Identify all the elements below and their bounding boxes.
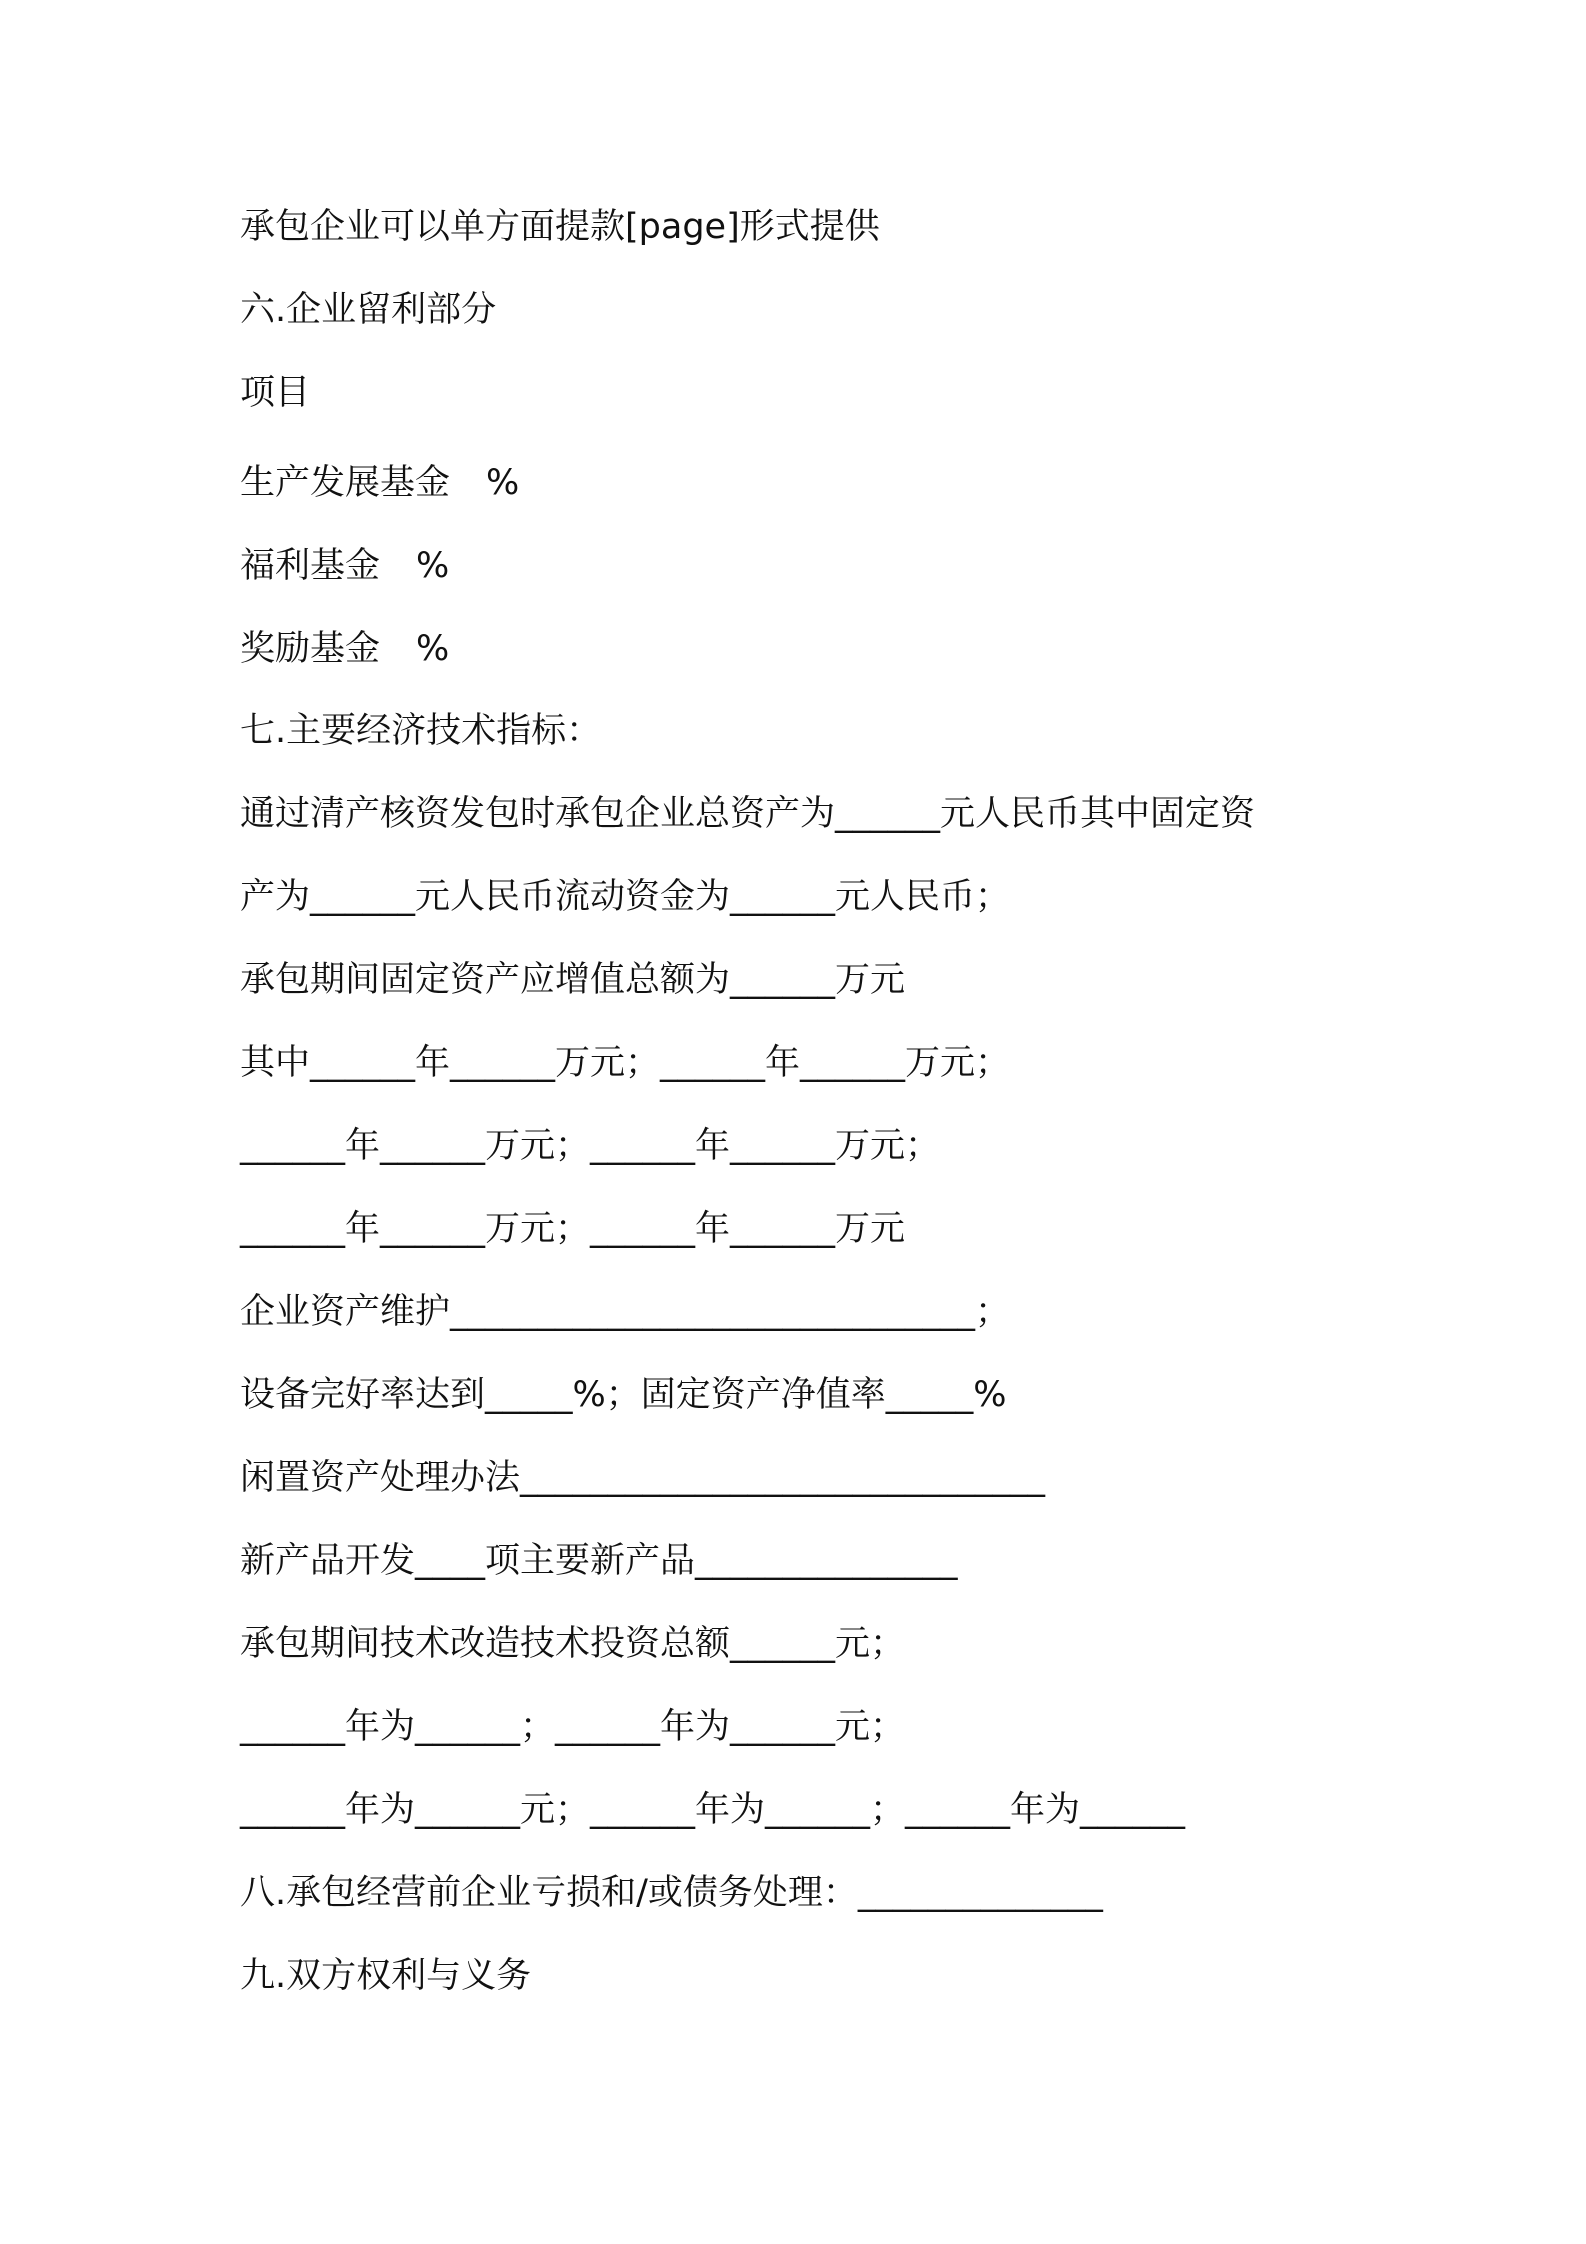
doc-line-18: 承包期间技术改造技术投资总额______元； <box>240 1624 906 1664</box>
doc-line-15: 设备完好率达到_____%；固定资产净值率_____% <box>240 1375 1007 1415</box>
doc-line-16: 闲置资产处理办法______________________________ <box>240 1458 1046 1498</box>
fund-production-label: 生产发展基金 <box>240 463 451 503</box>
doc-line-11: 其中______年______万元；______年______万元； <box>240 1043 1011 1083</box>
doc-line-14: 企业资产维护______________________________； <box>240 1292 1011 1332</box>
fund-welfare-row <box>240 541 449 591</box>
doc-line-8: 通过清产核资发包时承包企业总资产为______元人民币其中固定资 <box>240 794 1256 834</box>
fund-welfare-percent: % <box>416 546 450 586</box>
doc-line-12: ______年______万元；______年______万元； <box>240 1126 941 1166</box>
fund-welfare-label: 福利基金 <box>240 546 381 586</box>
doc-line-20: ______年为______元；______年为______；______年为______ <box>240 1790 1186 1830</box>
doc-line-item-header: 项目 <box>240 373 311 413</box>
doc-line-17: 新产品开发____项主要新产品_______________ <box>240 1541 958 1581</box>
doc-line-10: 承包期间固定资产应增值总额为______万元 <box>240 960 906 1000</box>
section-8-heading: 八.承包经营前企业亏损和/或债务处理：______________ <box>240 1873 1103 1913</box>
doc-line-13: ______年______万元；______年______万元 <box>240 1209 906 1249</box>
fund-production-row <box>240 458 519 508</box>
fund-reward-label: 奖励基金 <box>240 629 381 669</box>
section-9-heading: 九.双方权利与义务 <box>240 1956 532 1996</box>
section-6-heading: 六.企业留利部分 <box>240 290 497 330</box>
doc-line-19: ______年为______；______年为______元； <box>240 1707 906 1747</box>
doc-line-1: 承包企业可以单方面提款[page]形式提供 <box>240 207 880 247</box>
doc-line-9: 产为______元人民币流动资金为______元人民币； <box>240 877 1011 917</box>
fund-reward-row <box>240 624 449 674</box>
section-7-heading: 七.主要经济技术指标： <box>240 711 602 751</box>
fund-reward-percent: % <box>416 629 450 669</box>
fund-production-percent: % <box>486 463 520 503</box>
